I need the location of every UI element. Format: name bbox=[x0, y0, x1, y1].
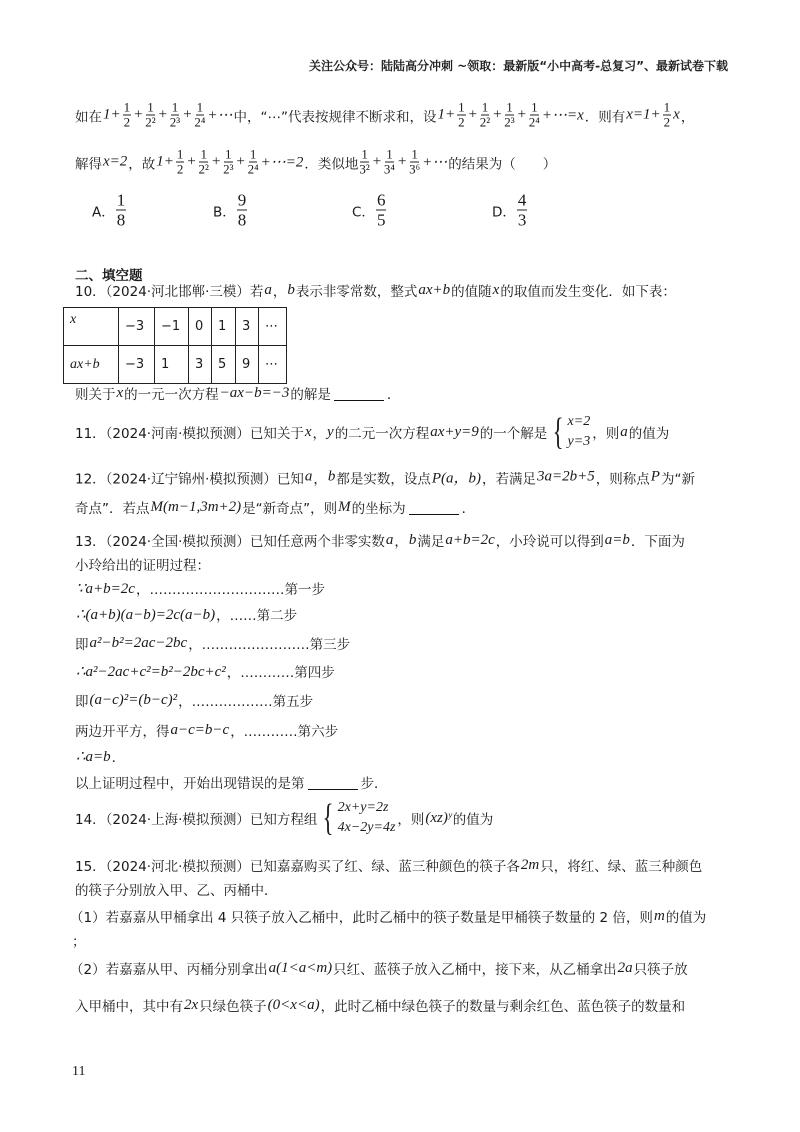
text-run: 14．（2024·上海·模拟预测）已知方程组 bbox=[75, 812, 318, 828]
fraction-denominator: 2 bbox=[458, 114, 465, 130]
text-run: 即 bbox=[75, 637, 89, 653]
page-number: 11 bbox=[72, 1064, 86, 1079]
q13-stem-line-2 bbox=[75, 554, 210, 574]
text-run: 为“新 bbox=[660, 471, 695, 487]
fraction bbox=[237, 191, 248, 230]
math-expression: + bbox=[186, 153, 197, 170]
fraction-numerator: 1 bbox=[196, 99, 204, 115]
left-brace-icon: { bbox=[323, 797, 334, 839]
text-run: ， bbox=[312, 426, 327, 442]
fraction bbox=[359, 148, 369, 177]
text-run: ，……第二步 bbox=[216, 608, 298, 624]
q13-question bbox=[75, 772, 388, 792]
math-expression: + bbox=[492, 106, 503, 123]
text-run: 只绿色筷子 bbox=[199, 999, 267, 1015]
equation: x=2 bbox=[567, 414, 591, 429]
q13-stem-line-1 bbox=[75, 530, 685, 550]
fraction bbox=[376, 191, 387, 230]
text-run: 11．（2024·河南·模拟预测）已知关于 bbox=[75, 426, 304, 442]
math-expression: + bbox=[210, 153, 222, 170]
text-run: （1）若嘉嘉从甲桶拿出 4 只筷子放入乙桶中，此时乙桶中的筷子数量是甲桶筷子数量的 2 倍，则 bbox=[70, 910, 653, 926]
q15-stem-line-1 bbox=[75, 855, 702, 875]
answer-blank bbox=[409, 500, 459, 515]
text-run: D． bbox=[492, 204, 516, 220]
text-run: 的值为 bbox=[665, 910, 707, 926]
option-d bbox=[492, 191, 528, 230]
fraction bbox=[123, 101, 132, 130]
table-cell: ⋯ bbox=[259, 308, 287, 346]
fraction-denominator: 5 bbox=[376, 210, 386, 230]
page-header-banner: 关注公众号：陆陆高分冲刺 ~领取：最新版“小中高考-总复习”、最新试卷下载 bbox=[309, 59, 728, 73]
text-run: 都是实数，设点 bbox=[336, 471, 431, 487]
table-cell: ⋯ bbox=[259, 346, 287, 384]
text-run: ， bbox=[272, 284, 287, 300]
q10-value-table bbox=[63, 307, 287, 384]
fraction-numerator: 1 bbox=[176, 146, 184, 162]
math-expression: x bbox=[116, 384, 124, 401]
text-run: 只筷子放 bbox=[633, 962, 688, 978]
equation-system bbox=[549, 412, 590, 452]
q13-step-4 bbox=[75, 661, 335, 681]
fraction-numerator: 1 bbox=[116, 190, 126, 210]
math-expression: ∴a²−2ac+c²=b²−2bc+c² bbox=[76, 663, 226, 680]
fraction-numerator: 1 bbox=[361, 146, 368, 162]
text-run: ， bbox=[313, 471, 327, 487]
q13-step-2 bbox=[75, 604, 297, 624]
table-cell: −1 bbox=[155, 308, 189, 346]
math-expression: + bbox=[235, 153, 246, 170]
text-run: （2）若嘉嘉从甲、丙桶分别拿出 bbox=[70, 962, 268, 978]
fraction-denominator: 3 bbox=[517, 210, 527, 230]
math-expression: a+b=2c bbox=[445, 531, 495, 548]
table-cell: 5 bbox=[212, 346, 236, 384]
fraction-numerator: 1 bbox=[663, 99, 671, 115]
equation: 2x+y=2z bbox=[337, 800, 389, 815]
math-expression: −ax−b=−3 bbox=[219, 384, 290, 401]
answer-blank bbox=[334, 386, 384, 401]
math-expression: ax+y=9 bbox=[430, 423, 479, 440]
math-expression: x bbox=[673, 106, 680, 123]
q10-stem bbox=[75, 280, 676, 300]
text-run: 10．（2024·河北邯郸·三模）若 bbox=[75, 284, 264, 300]
text-run: ． bbox=[461, 501, 476, 517]
text-run: 13．（2024·全国·模拟预测）已知任意两个非零实数 bbox=[75, 534, 385, 550]
math-expression: b bbox=[408, 531, 417, 548]
math-expression: +⋯=x bbox=[541, 107, 584, 124]
math-expression: 2a bbox=[617, 959, 633, 976]
text-run: ； bbox=[72, 934, 86, 950]
math-expression: P(a，b) bbox=[431, 470, 482, 487]
fraction-denominator: 8 bbox=[237, 210, 247, 230]
fraction-denominator: 2³ bbox=[223, 161, 234, 177]
math-expression: + bbox=[467, 106, 478, 123]
fraction-numerator: 1 bbox=[171, 99, 179, 115]
text-run: ，此时乙桶中绿色筷子的数量与剩余红色、蓝色筷子的数量和 bbox=[320, 999, 686, 1015]
fraction-denominator: 2³ bbox=[504, 114, 515, 130]
text-run: ． bbox=[386, 387, 401, 403]
fraction bbox=[663, 101, 672, 130]
math-expression: (xz)ʸ bbox=[425, 809, 452, 826]
q13-step-5 bbox=[75, 690, 313, 710]
left-brace-icon: { bbox=[552, 411, 564, 453]
fraction-denominator: 8 bbox=[116, 210, 126, 230]
text-run: 的值为 bbox=[452, 812, 494, 828]
math-expression: 1+ bbox=[156, 153, 174, 170]
math-expression: a=b bbox=[604, 531, 630, 548]
math-expression: (0<x<a) bbox=[267, 996, 320, 1013]
text-run: 即 bbox=[75, 694, 89, 710]
math-expression: + bbox=[516, 106, 527, 123]
table-row-header: ax+b bbox=[64, 346, 119, 384]
text-run: 是“新奇点”，则 bbox=[242, 501, 338, 517]
fraction-denominator: 2 bbox=[176, 161, 184, 177]
q12-stem-line-1 bbox=[75, 467, 695, 488]
fraction bbox=[409, 148, 420, 177]
q15-stem-line-2 bbox=[75, 879, 278, 899]
table-row bbox=[64, 346, 287, 384]
fraction-numerator: 9 bbox=[237, 190, 247, 210]
math-expression: + bbox=[157, 106, 168, 123]
intro-line-1 bbox=[75, 101, 694, 130]
fraction-denominator: 2 bbox=[123, 114, 131, 130]
math-expression: ∴(a+b)(a−b)=2c(a−b) bbox=[76, 606, 216, 623]
fraction-numerator: 1 bbox=[123, 99, 131, 115]
table-row bbox=[64, 308, 287, 346]
fraction-numerator: 1 bbox=[249, 146, 257, 162]
math-expression: a bbox=[264, 281, 272, 298]
text-run: 只红、蓝筷子放入乙桶中，接下来，从乙桶拿出 bbox=[333, 962, 617, 978]
math-expression: a−c=b−c bbox=[170, 721, 230, 738]
text-run: ，故 bbox=[128, 156, 156, 172]
table-cell: 3 bbox=[189, 346, 212, 384]
fraction bbox=[384, 148, 395, 177]
q15-part-2-line-2 bbox=[75, 995, 685, 1015]
text-run: 12．（2024·辽宁锦州·模拟预测）已知 bbox=[75, 471, 304, 487]
text-run: ．则有 bbox=[584, 109, 626, 125]
text-run: A． bbox=[92, 204, 115, 220]
q11-stem bbox=[75, 412, 669, 452]
text-run: 的值随 bbox=[451, 284, 492, 300]
text-run: 的一个解是 bbox=[479, 426, 548, 442]
fraction-denominator: 2² bbox=[198, 161, 209, 177]
fraction-numerator: 1 bbox=[200, 146, 207, 162]
text-run: 入甲桶中，其中有 bbox=[75, 999, 183, 1015]
text-run: 的取值而发生变化．如下表： bbox=[500, 284, 676, 300]
fraction-denominator: 3² bbox=[359, 161, 370, 177]
table-cell: −3 bbox=[119, 308, 155, 346]
math-expression: a bbox=[620, 423, 628, 440]
math-expression: + bbox=[182, 106, 193, 123]
fraction bbox=[176, 148, 185, 177]
text-run: C． bbox=[352, 204, 375, 220]
fraction-numerator: 1 bbox=[147, 99, 154, 115]
fraction bbox=[170, 101, 180, 130]
math-expression: M(m−1,3m+2) bbox=[150, 498, 242, 515]
math-expression: +⋯ bbox=[207, 107, 233, 124]
math-expression: x bbox=[492, 281, 500, 298]
q13-step-6 bbox=[75, 720, 338, 740]
fraction bbox=[529, 101, 540, 130]
text-run: 的二元一次方程 bbox=[334, 426, 430, 442]
text-run: ，则称点 bbox=[595, 471, 650, 487]
math-expression: +⋯=2 bbox=[260, 154, 304, 171]
fraction-denominator: 2⁴ bbox=[528, 114, 540, 130]
fraction-denominator: 2⁴ bbox=[194, 114, 206, 130]
fraction-numerator: 1 bbox=[411, 146, 418, 162]
text-run: ，…………第六步 bbox=[230, 724, 339, 740]
text-run: ，小玲说可以得到 bbox=[495, 534, 604, 550]
text-run: ．下面为 bbox=[630, 534, 685, 550]
fraction-numerator: 1 bbox=[225, 146, 232, 162]
text-run: ，…………………………第一步 bbox=[135, 582, 325, 598]
math-expression: 1+ bbox=[103, 106, 121, 123]
fraction-denominator: 2⁴ bbox=[247, 161, 259, 177]
fraction-denominator: 2³ bbox=[169, 114, 181, 130]
math-expression: x=1+ bbox=[626, 106, 661, 123]
text-run: 表示非零常数，整式 bbox=[295, 284, 418, 300]
text-run: 15．（2024·河北·模拟预测）已知嘉嘉购买了红、绿、蓝三种颜色的筷子各 bbox=[75, 859, 520, 875]
text-run: 的结果为（ ） bbox=[448, 156, 557, 172]
fraction bbox=[116, 191, 127, 230]
text-run: 解得 bbox=[75, 156, 102, 172]
q15-part-2-line-1 bbox=[70, 958, 688, 978]
math-expression: a bbox=[304, 468, 313, 485]
math-expression: b bbox=[287, 281, 295, 298]
fraction-numerator: 1 bbox=[506, 99, 513, 115]
option-a bbox=[92, 191, 127, 230]
q13-step-3 bbox=[75, 633, 350, 653]
math-expression: ax+b bbox=[418, 281, 451, 298]
text-run: 的坐标为 bbox=[351, 501, 406, 517]
math-expression: (a−c)²=(b−c)² bbox=[89, 691, 178, 708]
math-expression: M bbox=[338, 498, 351, 515]
text-run: ，则 bbox=[592, 426, 620, 442]
math-expression: y bbox=[327, 423, 334, 440]
math-expression: a²−b²=2ac−2bc bbox=[89, 634, 188, 651]
math-expression: +⋯ bbox=[422, 154, 448, 171]
math-expression: + bbox=[396, 153, 408, 170]
math-expression: 1+ bbox=[437, 106, 456, 123]
math-expression: m bbox=[653, 907, 665, 924]
math-expression: 2x bbox=[184, 996, 199, 1013]
fraction-numerator: 6 bbox=[376, 190, 386, 210]
fraction bbox=[517, 191, 528, 230]
text-run: 小玲给出的证明过程： bbox=[75, 558, 210, 574]
table-cell: 3 bbox=[236, 308, 259, 346]
fraction bbox=[223, 148, 233, 177]
fraction-numerator: 1 bbox=[531, 99, 538, 115]
text-run: 奇点”．若点 bbox=[75, 501, 150, 517]
text-run: 步． bbox=[360, 776, 388, 792]
math-expression: + bbox=[133, 106, 144, 123]
math-expression: b bbox=[327, 468, 336, 485]
math-expression: ∵a+b=2c bbox=[76, 580, 135, 597]
text-run: ， bbox=[394, 534, 408, 550]
math-expression: + bbox=[371, 153, 382, 170]
table-cell: 1 bbox=[155, 346, 189, 384]
q13-conclusion bbox=[75, 746, 125, 766]
table-cell: 1 bbox=[212, 308, 236, 346]
text-run: ，………………第五步 bbox=[178, 694, 314, 710]
fraction-denominator: 2² bbox=[145, 114, 156, 130]
q15-part-1 bbox=[70, 906, 706, 926]
fraction-denominator: 2 bbox=[663, 114, 671, 130]
fraction-denominator: 2² bbox=[479, 114, 491, 130]
text-run: 只，将红、绿、蓝三种颜色 bbox=[540, 859, 703, 875]
fraction bbox=[199, 148, 209, 177]
fraction-denominator: 3⁴ bbox=[383, 161, 395, 177]
option-c bbox=[352, 191, 387, 230]
math-expression: P bbox=[650, 468, 660, 485]
text-run: ，……………………第三步 bbox=[188, 637, 351, 653]
text-run: 则关于 bbox=[75, 387, 116, 403]
equation: 4x−2y=4z bbox=[337, 820, 396, 835]
fraction-numerator: 1 bbox=[386, 146, 393, 162]
intro-line-2 bbox=[75, 148, 556, 177]
math-expression: x bbox=[304, 423, 312, 440]
fraction bbox=[194, 101, 205, 130]
fraction-numerator: 1 bbox=[458, 99, 465, 115]
fraction bbox=[248, 148, 259, 177]
fraction-numerator: 1 bbox=[481, 99, 489, 115]
text-run: ，…………第四步 bbox=[226, 665, 335, 681]
text-run: 满足 bbox=[417, 534, 445, 550]
text-run: ， bbox=[680, 109, 695, 125]
text-run: 以上证明过程中，开始出现错误的是第 bbox=[75, 776, 305, 792]
math-expression: a bbox=[385, 531, 394, 548]
table-row-header: x bbox=[64, 308, 119, 346]
text-run: 的值为 bbox=[628, 426, 670, 442]
q14-stem bbox=[75, 798, 493, 838]
text-run: 的筷子分别放入甲、乙、丙桶中． bbox=[75, 883, 278, 899]
table-cell: 9 bbox=[236, 346, 259, 384]
equation: y=3 bbox=[567, 434, 591, 449]
q13-step-1 bbox=[75, 578, 325, 598]
q15-part-1-end bbox=[72, 930, 86, 950]
fraction bbox=[504, 101, 514, 130]
option-b bbox=[213, 191, 248, 230]
text-run: B． bbox=[213, 204, 236, 220]
equations bbox=[568, 412, 591, 452]
equation-system bbox=[319, 798, 395, 838]
text-run: 两边开平方，得 bbox=[75, 724, 170, 740]
text-run: 中，“⋯”代表按规律不断求和，设 bbox=[233, 109, 437, 125]
text-run: 的解是 bbox=[290, 387, 331, 403]
math-expression: ∴a=b bbox=[76, 748, 111, 765]
q12-stem-line-2 bbox=[75, 497, 475, 517]
math-expression: 3a=2b+5 bbox=[537, 468, 595, 485]
text-run: ．类似地 bbox=[304, 156, 359, 172]
text-run: ，则 bbox=[397, 812, 425, 828]
math-expression: x=2 bbox=[103, 153, 128, 170]
fraction bbox=[457, 101, 466, 130]
section-title: 二、填空题 bbox=[75, 268, 143, 284]
q10-question bbox=[75, 383, 400, 403]
fraction bbox=[145, 101, 155, 130]
fraction-denominator: 3⁶ bbox=[409, 161, 421, 177]
text-run: ，若满足 bbox=[482, 471, 537, 487]
fraction bbox=[480, 101, 490, 130]
table-cell: 0 bbox=[189, 308, 212, 346]
text-run: 如在 bbox=[75, 109, 102, 125]
math-expression: 2m bbox=[520, 856, 540, 873]
equations bbox=[338, 798, 396, 838]
math-expression: a(1<a<m) bbox=[268, 959, 333, 976]
text-run: 的一元一次方程 bbox=[124, 387, 219, 403]
fraction-numerator: 4 bbox=[517, 190, 527, 210]
table-cell: −3 bbox=[119, 346, 155, 384]
text-run: ． bbox=[111, 750, 126, 766]
answer-blank bbox=[308, 775, 358, 790]
